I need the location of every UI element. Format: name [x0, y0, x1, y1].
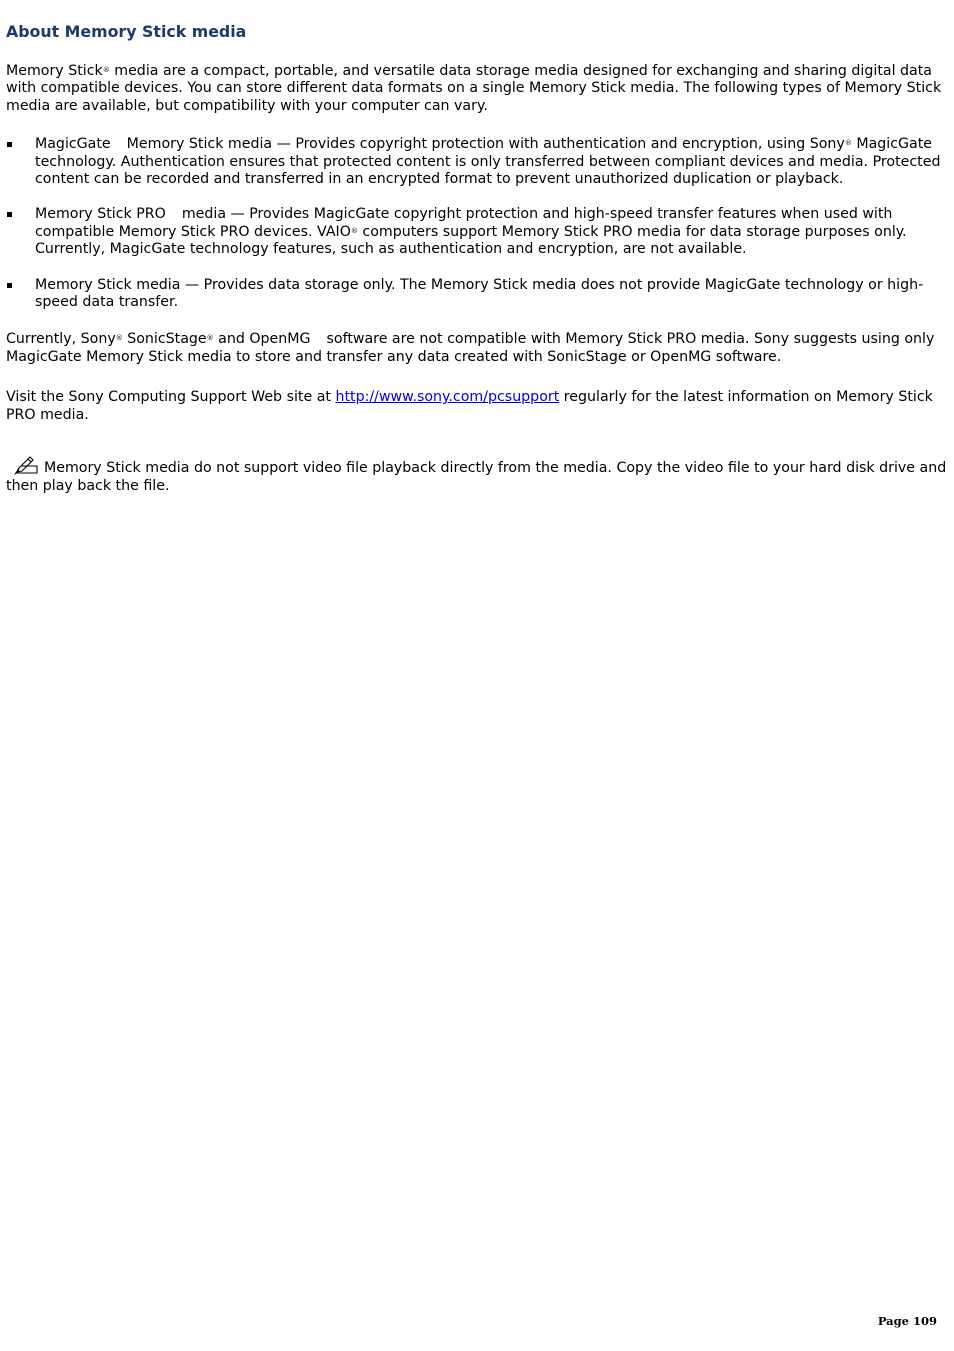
compatibility-paragraph — [6, 331, 948, 366]
intro-text-start: Memory Stick — [6, 63, 103, 79]
list-item-term: MagicGate — [35, 136, 111, 153]
square-bullet-icon — [7, 212, 12, 217]
compat-text-4: software are not compatible with Memory Stick PRO media. Sony suggests using only MagicGate Memory Stick media to store and transfer any data created with SonicStage or OpenMG software. — [6, 331, 935, 365]
list-item-term: Memory Stick PRO — [35, 206, 166, 223]
note-paragraph — [6, 455, 948, 495]
compat-text-1: Currently, Sony — [6, 331, 116, 348]
note-pen-icon — [14, 455, 40, 475]
compat-text-2: SonicStage — [122, 331, 207, 348]
note-text: Memory Stick media do not support video file playback directly from the media. Copy the video file to your hard disk drive and then play back the file. — [6, 460, 947, 494]
intro-text-rest: media are a compact, portable, and versatile data storage media designed for exchanging and sharing digital data with compatible devices. You can store different data formats on a single Memory Stick media. The following types of Memory Stick media are available, but compatibility with your computer can vary. — [6, 63, 942, 114]
registered-mark: ® — [350, 226, 358, 235]
media-types-list — [6, 136, 948, 311]
list-item-memory-stick — [6, 277, 948, 312]
list-item-text-rest: MagicGate technology. Authentication ensures that protected content is only transferred between compliant devices and media. Protected content can be recorded and transferred in an encrypted format to prevent unauthorized duplication or playback. — [35, 136, 941, 188]
page-number: Page 109 — [877, 1314, 937, 1328]
list-item-text: media — Provides MagicGate copyright protection and high-speed transfer features when used with compatible Memory Stick PRO devices. VAIO — [35, 206, 893, 240]
support-link[interactable]: http://www.sony.com/pcsupport — [335, 389, 560, 406]
list-item-memory-stick-pro — [6, 206, 948, 258]
support-text-before: Visit the Sony Computing Support Web site at — [6, 389, 336, 406]
list-item-text: Memory Stick media — Provides data storage only. The Memory Stick media does not provide MagicGate technology or high-speed data transfer. — [35, 276, 924, 311]
list-item-magicgate — [6, 136, 948, 188]
registered-mark: ® — [102, 66, 110, 74]
registered-mark: ® — [115, 334, 123, 343]
registered-mark: ® — [844, 139, 852, 148]
square-bullet-icon — [7, 283, 12, 288]
compat-text-3: and OpenMG — [213, 331, 311, 348]
document-page — [6, 22, 948, 495]
intro-paragraph — [6, 63, 948, 115]
square-bullet-icon — [7, 142, 12, 147]
support-text-after: regularly for the latest information on Memory Stick PRO media. — [6, 389, 933, 423]
list-item-text-rest: computers support Memory Stick PRO media for data storage purposes only. Currently, MagicGate technology features, such as authentication and encryption, are not available. — [35, 223, 907, 258]
page-title: About Memory Stick media — [6, 22, 247, 41]
support-paragraph — [6, 389, 948, 424]
registered-mark: ® — [206, 334, 214, 343]
list-item-text: Memory Stick media — Provides copyright protection with authentication and encryption, using Sony — [126, 136, 845, 153]
